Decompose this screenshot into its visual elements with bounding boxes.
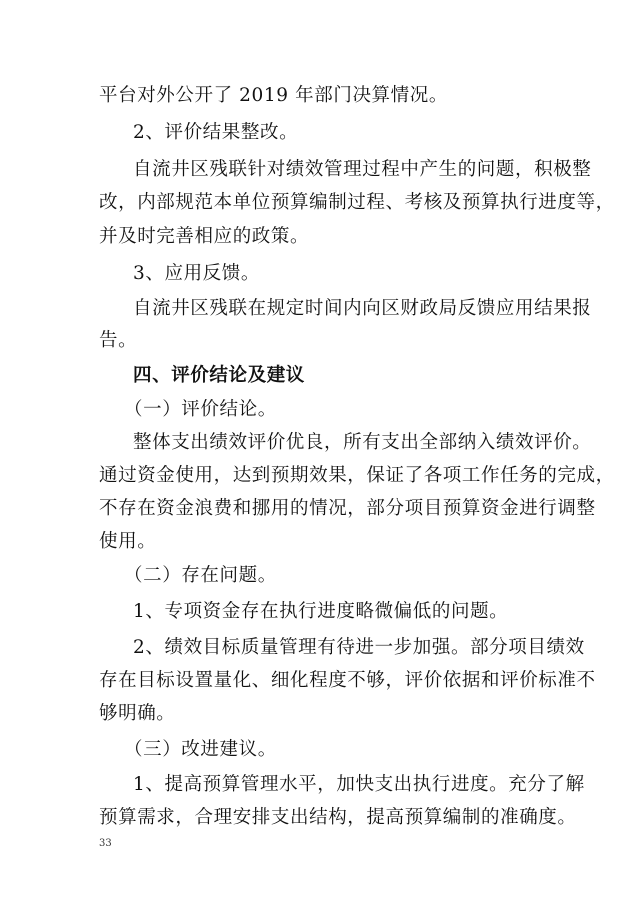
text-line-14: 使用。 [99, 531, 157, 552]
text-line-21: 1、提高预算管理水平，加快支出执行进度。充分了解 [133, 774, 585, 795]
text-line-5: 并及时完善相应的政策。 [99, 226, 310, 247]
text-line-20: （三）改进建议。 [124, 739, 277, 760]
text-line-10: （一）评价结论。 [124, 399, 277, 420]
section-heading: 四、评价结论及建议 [133, 365, 305, 386]
text-line-12: 通过资金使用，达到预期效果，保证了各项工作任务的完成， [99, 465, 615, 486]
text-line-4: 改，内部规范本单位预算编制过程、考核及预算执行进度等， [99, 192, 615, 213]
text-line-3: 自流井区残联针对绩效管理过程中产生的问题，积极整 [133, 159, 592, 180]
text-line-2: 2、评价结果整改。 [133, 122, 299, 143]
text-line-16: 1、专项资金存在执行进度略微偏低的问题。 [133, 601, 509, 622]
text-line-6: 3、应用反馈。 [133, 263, 260, 284]
text-line-13: 不存在资金浪费和挪用的情况，部分项目预算资金进行调整 [99, 498, 596, 519]
text-line-19: 够明确。 [99, 703, 176, 724]
text-line-8: 告。 [99, 330, 138, 351]
text-line-7: 自流井区残联在规定时间内向区财政局反馈应用结果报 [133, 298, 592, 319]
text-line-22: 预算需求，合理安排支出结构，提高预算编制的准确度。 [99, 807, 577, 828]
page-number: 33 [99, 838, 112, 849]
text-line-17: 2、绩效目标质量管理有待进一步加强。部分项目绩效 [133, 637, 585, 658]
text-line-18: 存在目标设置量化、细化程度不够，评价依据和评价标准不 [99, 670, 596, 691]
text-line-15: （二）存在问题。 [124, 565, 277, 586]
text-line-1: 平台对外公开了 2019 年部门决算情况。 [99, 85, 448, 106]
text-line-11: 整体支出绩效评价优良，所有支出全部纳入绩效评价。 [133, 432, 592, 453]
